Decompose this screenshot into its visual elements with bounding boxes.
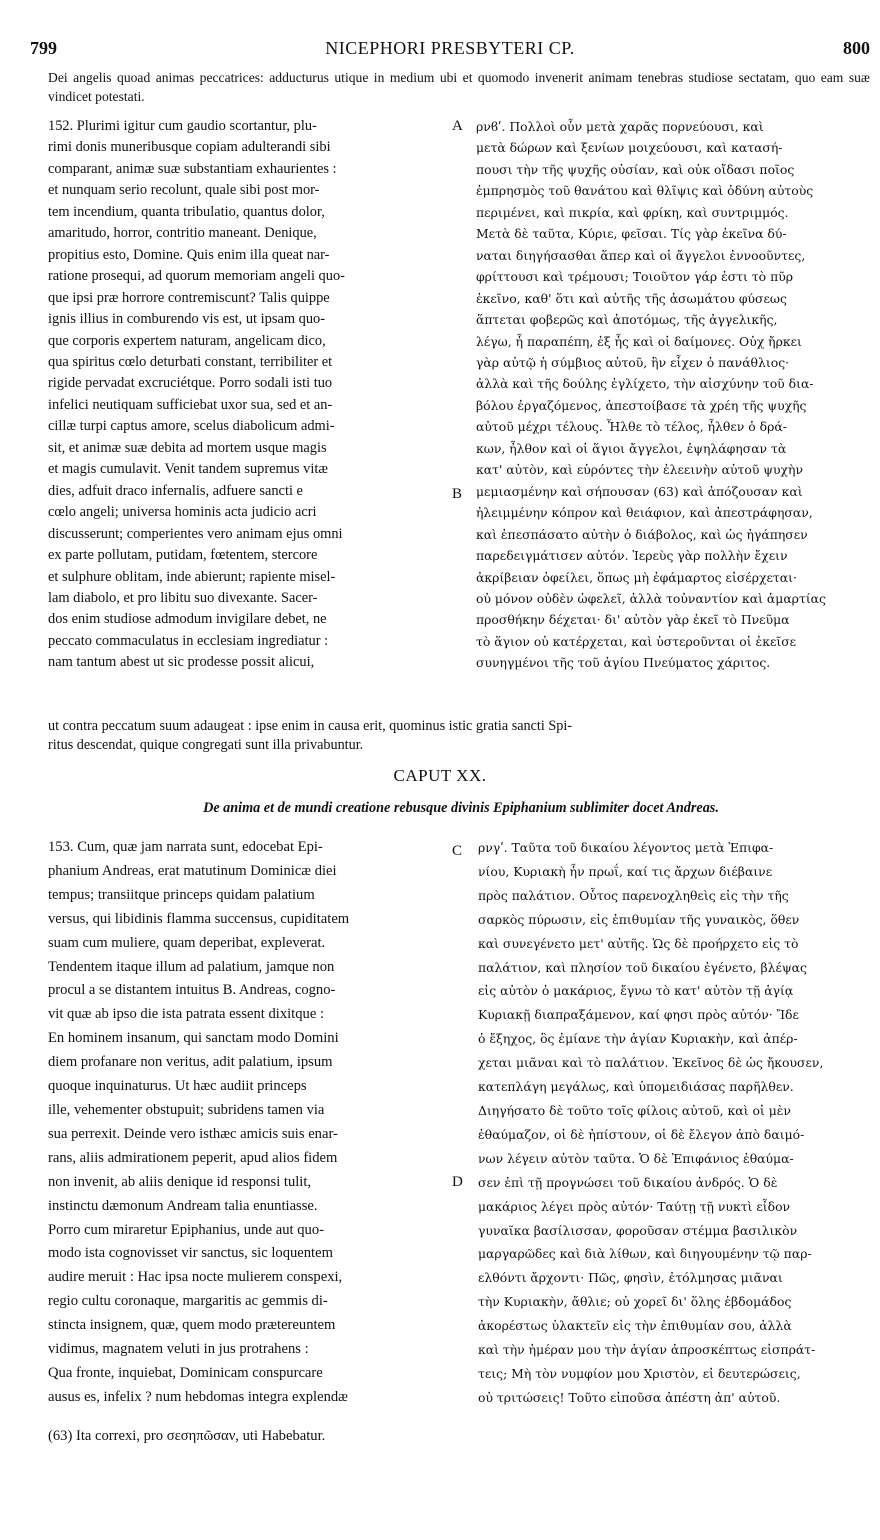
- margin-marker-d: D: [452, 1174, 463, 1190]
- latin-text-line: que corporis expertem naturam, angelicam dico,: [48, 332, 326, 349]
- greek-text-line: καὶ συνεγένετο μετ' αὐτῆς. Ὡς δὲ προήρχετο εἰς τὸ: [478, 935, 799, 951]
- greek-column-section-152: [476, 116, 874, 674]
- greek-column-section-153: [478, 836, 874, 1410]
- greek-text-line: κατεπλάγη μεγάλως, καὶ ὑπομειδιάσας παρῆλθεν.: [478, 1079, 794, 1095]
- latin-text-line: phanium Andreas, erat matutinum Dominicæ diei: [48, 862, 337, 879]
- greek-text-line: τεις; Μὴ τὸν νυμφίον μου Χριστὸν, εἰ δευτερώσεις,: [478, 1365, 801, 1381]
- greek-text-line: Διηγήσατο δὲ τοῦτο τοῖς φίλοις αὐτοῦ, καὶ οἱ μὲν: [478, 1102, 791, 1118]
- greek-text-line: ναται διηγήσασθαι ἅπερ καὶ οἱ ἄγγελοι ἐννοοῦντες,: [476, 247, 806, 263]
- latin-text-line: non invenit, ab aliis denique id responsi tulit,: [48, 1173, 312, 1190]
- greek-text-line: συνηγμένοι τῆς τοῦ ἁγίου Πνεύματος χάριτος.: [476, 655, 771, 671]
- latin-text-line: infelici neutiquam sufficiebat uxor sua, sed et an-: [48, 396, 333, 413]
- greek-text-line: μακάριος λέγει πρὸς αὐτόν· Ταύτῃ τῇ νυκτὶ εἶδον: [478, 1198, 791, 1214]
- page-header: [30, 38, 870, 62]
- latin-text-line: ritus descendat, quique congregati sunt illa privabuntur.: [48, 737, 364, 753]
- margin-marker-c: C: [452, 843, 463, 859]
- latin-text-line: et nunquam serio recolunt, quale sibi post mor-: [48, 182, 320, 199]
- greek-text-line: πρὸς παλάτιον. Οὗτος παρενοχληθεὶς εἰς τὴν τῆς: [478, 887, 789, 903]
- greek-text-line: χεται μιᾶναι καὶ τὸ παλάτιον. Ἐκεῖνος δὲ ὡς ἤκουσεν,: [478, 1055, 824, 1071]
- latin-text-line: modo ista cognovisset vir sanctus, sic loquentem: [48, 1245, 333, 1262]
- page-number-left: 799: [30, 38, 57, 58]
- latin-text-line: ausus es, infelix ? num hebdomas integra explendæ: [48, 1388, 348, 1405]
- greek-text-line: νίου, Κυριακὴ ἦν πρωΐ, καί τις ἄρχων διέβαινε: [478, 863, 773, 879]
- chapter-title: CAPUT XX.: [393, 766, 487, 785]
- latin-text-line: ille, vehementer obstupuit; subridens tamen via: [48, 1101, 325, 1118]
- running-title: NICEPHORI PRESBYTERI CP.: [325, 38, 575, 58]
- intro-latin-text: Dei angelis quoad animas peccatrices: adducturus utique in medium ubi et quomodo invenerit animam tenebras studiose sectatam, quo eam suæ vindicet potestati.: [48, 70, 870, 104]
- latin-text-line: tempus; transiitque princeps quidam palatium: [48, 886, 315, 903]
- latin-text-line: Porro cum miraretur Epiphanius, unde aut quo-: [48, 1221, 324, 1238]
- greek-text-line: μετὰ δώρων καὶ ξενίων μοιχεύουσι, καὶ κατασή-: [476, 140, 783, 156]
- latin-text-line: rimi donis muneribusque copiam adulterandi sibi: [48, 139, 331, 156]
- latin-text-line: 152. Plurimi igitur cum gaudio scortantur, plu-: [48, 118, 317, 134]
- greek-text-line: νων λέγειν αὐτὸν ταῦτα. Ὁ δὲ Ἐπιφάνιος ἐθαύμα-: [478, 1150, 794, 1166]
- greek-text-line: ὁ ἔξηχος, ὃς ἐμίανε τὴν ἁγίαν Κυριακὴν, καὶ ἀπέρ-: [478, 1031, 798, 1047]
- latin-text-line: tem incendium, quanta tribulatio, quantus dolor,: [48, 203, 325, 220]
- latin-text-line: rans, aliis admirationem peperit, apud alios fidem: [48, 1149, 338, 1166]
- greek-text-line: ἠλειμμένην κόπρον καὶ θειάφιον, καὶ ἀπεστράφησαν,: [476, 505, 813, 521]
- latin-text-line: ut contra peccatum suum adaugeat : ipse enim in causa erit, quominus istic gratia sancti Spi-: [48, 718, 573, 734]
- greek-text-line: παρεδειγμάτισεν αὐτόν. Ἱερεὺς γὰρ πολλὴν ἔχειν: [476, 548, 788, 564]
- greek-text-line: οὐ τριτώσεις! Τοῦτο εἰποῦσα ἀπέστη ἀπ' αὐτοῦ.: [478, 1389, 781, 1405]
- greek-text-line: καὶ τὴν ἡμέραν μου τὴν ἁγίαν ἀπροσκέπτως εἰσπράτ-: [478, 1342, 816, 1358]
- latin-text-line: et sulphure oblitam, inde abierunt; rapiente misel-: [48, 568, 336, 585]
- latin-text-line: amaritudo, horror, contritio maneant. Denique,: [48, 225, 317, 242]
- margin-marker-a: A: [452, 118, 463, 134]
- latin-text-line: comparant, animæ suæ substantiam exhaurientes :: [48, 160, 337, 177]
- greek-text-line: κατ' αὐτὸν, καὶ εὑρόντες τὴν ἐλεεινὴν αὐτοῦ ψυχὴν: [476, 462, 803, 478]
- greek-text-line: περιμένει, καὶ πικρία, καὶ φρίκη, καὶ συντριμμός.: [476, 204, 789, 220]
- latin-text-line: vidimus, magnatem veluti in jus protrahens :: [48, 1341, 309, 1358]
- spanning-latin-lines: [48, 717, 874, 755]
- latin-column-section-152: [48, 116, 448, 674]
- greek-text-line: φρίττουσι καὶ τρέμουσι; Τοιοῦτον γάρ ἐστι τὸ πῦρ: [476, 269, 794, 285]
- greek-text-line: ἅπτεται φοβερῶς καὶ ἀποτόμως, τῆς ἀγγελικῆς,: [476, 312, 778, 328]
- greek-text-line: μαργαρῶδες καὶ διὰ λίθων, καὶ διηγουμένην τῷ παρ-: [478, 1246, 812, 1262]
- latin-text-line: cœlo angeli; universa hominis acta judicio acri: [48, 504, 317, 521]
- latin-text-line: Qua fronte, inquiebat, Dominicam conspurcare: [48, 1364, 323, 1381]
- latin-text-line: ratione prosequi, ad quorum memoriam angeli quo-: [48, 268, 345, 285]
- greek-text-line: οὐ μόνον οὐδὲν ὠφελεῖ, ἀλλὰ τοὐναντίον καὶ ἁμαρτίας: [476, 590, 826, 606]
- latin-column-section-153: [48, 836, 458, 1410]
- greek-text-line: τὴν Κυριακὴν, ἄθλιε; οὐ χορεῖ δι' ὅλης ἑβδομάδος: [478, 1294, 792, 1310]
- greek-text-line: σαρκὸς πύρωσιν, εἰς ἐπιθυμίαν τῆς γυναικὸς, ὅθεν: [478, 911, 800, 927]
- latin-text-line: sua perrexit. Deinde vero isthæc amicis suis enar-: [48, 1125, 338, 1142]
- latin-text-line: vit quæ ab ipso die ista patrata essent dixitque :: [48, 1006, 325, 1023]
- latin-text-line: En hominem insanum, qui sanctam modo Domini: [48, 1030, 339, 1047]
- latin-text-line: nam tantum abest ut sic prodesse possit alicui,: [48, 654, 315, 671]
- latin-text-line: et magis cumulavit. Venit tandem supremus vitæ: [48, 461, 328, 478]
- margin-marker-b: B: [452, 486, 463, 502]
- latin-text-line: ex parte pollutam, putidam, fœtentem, stercore: [48, 547, 318, 564]
- greek-text-line: τὸ ἅγιον οὐ κατέρχεται, καὶ ὑστεροῦνται οἱ ἐκεῖσε: [476, 633, 797, 649]
- greek-text-line: παλάτιον, καὶ πλησίον τοῦ δικαίου ἐγένετο, βλέψας: [478, 959, 807, 975]
- page-number-right: 800: [843, 38, 870, 58]
- latin-text-line: quoque inquinaturus. Ut hæc audiit princeps: [48, 1078, 307, 1095]
- latin-text-line: procul a se distantem intuitus B. Andreas, cogno-: [48, 982, 336, 999]
- latin-text-line: peccato commaculatus in ecclesiam ingrediatur :: [48, 632, 329, 649]
- greek-text-line: ἐκεῖνο, καθ' ὅτι καὶ αὐτῆς τῆς ἀσωμάτου φύσεως: [476, 290, 787, 306]
- greek-text-line: ελθόντι ἄρχοντι· Πῶς, φησὶν, ἐτόλμησας μιᾶναι: [478, 1270, 783, 1286]
- greek-text-line: ἀκορέστως ὑλακτεῖν εἰς τὴν ἐπιθυμίαν σου, ἀλλὰ: [478, 1318, 792, 1334]
- footnote: (63) Ita correxi, pro σεσηπῶσαν, uti Habebatur.: [48, 1428, 326, 1444]
- latin-text-line: ignis illius in comburendo vis est, ut ipsam quo-: [48, 311, 326, 328]
- greek-text-line: προσθήκην δέχεται· δι' αὐτὸν γὰρ ἐκεῖ τὸ Πνεῦμα: [476, 612, 790, 628]
- latin-text-line: que ipsi præ horrore contremiscunt? Talis quippe: [48, 289, 330, 306]
- greek-text-line: ἀκρίβειαν ὀφείλει, ὅπως μὴ ἐφάμαρτος εἰσέρχεται·: [476, 569, 797, 585]
- greek-text-line: αὐτοῦ μέχρι τέλους. Ἦλθε τὸ τέλος, ἦλθεν ὁ δρά-: [476, 419, 787, 435]
- latin-text-line: instinctu dæmonum Andream talia enuntiasse.: [48, 1197, 318, 1214]
- latin-text-line: diem profanare non veritus, adit palatium, ipsum: [48, 1054, 333, 1071]
- latin-text-line: discusserunt; comperientes vero animam ejus omni: [48, 525, 343, 542]
- greek-text-line: ἐθαύμαζον, οἱ δὲ ἠπίστουν, οἱ δὲ ἔλεγον ἀπὸ δαιμό-: [478, 1126, 805, 1142]
- latin-text-line: stincta insignem, quæ, quem modo prætereuntem: [48, 1317, 336, 1334]
- latin-text-line: suam cum muliere, quam deperibat, expleverat.: [48, 934, 326, 951]
- latin-text-line: versus, qui libidinis flamma succensus, cupiditatem: [48, 910, 350, 927]
- latin-text-line: 153. Cum, quæ jam narrata sunt, edocebat Epi-: [48, 839, 323, 855]
- latin-text-line: cillæ turpi captus amore, scelus diabolicum admi-: [48, 418, 335, 435]
- greek-text-line: λέγω, ἧ παραπέπη, ἐξ ἧς καὶ οἱ δαίμονες. Οὐχ ἤρκει: [476, 333, 802, 349]
- greek-text-line: ρνϐʹ. Πολλοὶ οὖν μετὰ χαρᾶς πορνεύουσι, καὶ: [476, 119, 764, 134]
- greek-text-line: Μετὰ δὲ ταῦτα, Κύριε, φεῖσαι. Τίς γὰρ ἐκεῖνα δύ-: [476, 226, 787, 242]
- greek-text-line: γυναῖκα βασίλισσαν, φοροῦσαν στέμμα βασιλικὸν: [478, 1222, 798, 1238]
- latin-text-line: propitius esto, Domine. Quis enim illa queat nar-: [48, 246, 330, 263]
- latin-text-line: rigide pervadat excruciétque. Porro sodali isti tuo: [48, 375, 333, 392]
- latin-text-line: audire meruit : Hac ipsa nocte mulierem conspexi,: [48, 1269, 343, 1286]
- greek-text-line: καὶ ἐπεσπάσατο αὐτὴν ὁ διάβολος, καὶ ὡς ἠγάπησεν: [476, 526, 808, 542]
- greek-text-line: Κυριακῇ διαπραξάμενον, καί φησι πρὸς αὐτόν· Ἴδε: [478, 1007, 799, 1023]
- greek-text-line: εἰς αὐτὸν ὁ μακάριος, ἔγνω τὸ κατ' αὐτὸν τῇ ἁγίᾳ: [478, 983, 794, 999]
- greek-text-line: ἀλλὰ καὶ τῆς δούλης ἐγλίχετο, τὴν αἰσχύνην τοῦ δια-: [476, 376, 814, 392]
- greek-text-line: βόλου ἐργαζόμενος, ἀπεστοίβασε τὰ χρέη τῆς ψυχῆς: [476, 397, 807, 413]
- greek-text-line: σεν ἐπὶ τῇ προγνώσει τοῦ δικαίου ἀνδρός. Ὁ δὲ: [478, 1174, 778, 1190]
- latin-text-line: dies, adfuit draco infernalis, adfuere sancti e: [48, 482, 303, 499]
- chapter-argument: De anima et de mundi creatione rebusque divinis Epiphanium sublimiter docet Andreas.: [203, 800, 719, 816]
- greek-text-line: γὰρ αὐτῷ ἡ σύμβιος αὐτοῦ, ἣν εἶχεν ὁ πανάθλιος·: [476, 354, 790, 370]
- latin-text-line: regio cultu coronaque, margaritis ac gemmis di-: [48, 1293, 328, 1310]
- latin-text-line: lam diabolo, et pro libitu suo divexante. Sacer-: [48, 589, 318, 606]
- greek-text-line: πουσι τὴν τῆς ψυχῆς οὐσίαν, καὶ οὐκ οἴδασι ποῖος: [476, 161, 795, 177]
- latin-text-line: dos enim studiose admodum invigilare debet, ne: [48, 611, 327, 628]
- greek-text-line: μεμιασμένην καὶ σήπουσαν (63) καὶ ἀπόζουσαν καὶ: [476, 483, 803, 499]
- greek-text-line: ἐμπρησμὸς τοῦ θανάτου καὶ θλῖψις καὶ ὀδύνη αὐτοὺς: [476, 183, 814, 199]
- latin-text-line: Tendentem itaque illum ad palatium, jamque non: [48, 958, 335, 975]
- latin-text-line: qua spiritus cœlo deturbati constant, terribiliter et: [48, 353, 333, 370]
- greek-text-line: ρνγʹ. Ταῦτα τοῦ δικαίου λέγοντος μετὰ Ἐπιφα-: [478, 840, 774, 855]
- greek-text-line: κων, ἦλθον καὶ οἱ ἅγιοι ἄγγελοι, ἐψηλάφησαν τὰ: [476, 440, 787, 456]
- latin-text-line: sit, et animæ suæ debita ad mortem usque magis: [48, 439, 327, 456]
